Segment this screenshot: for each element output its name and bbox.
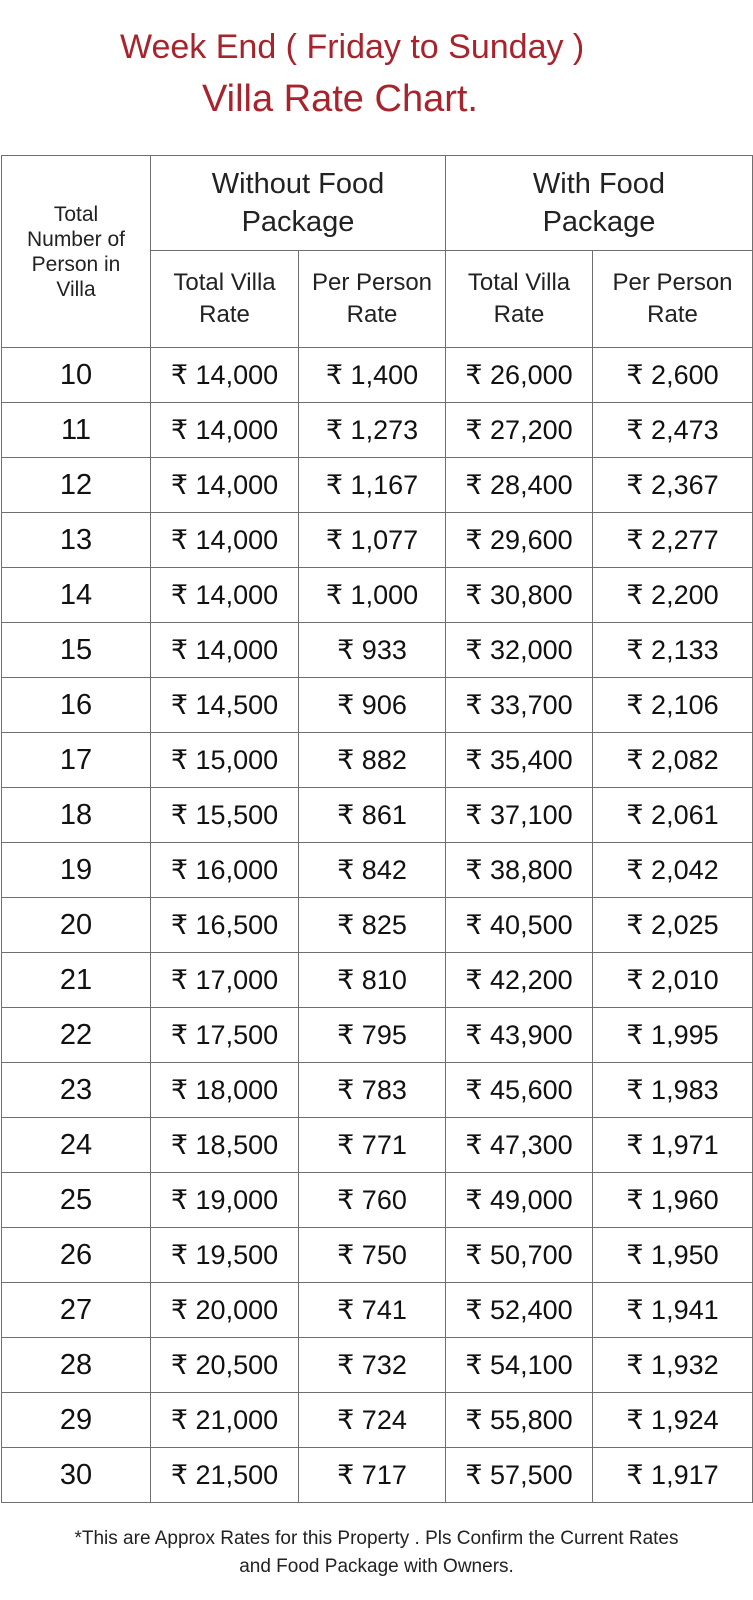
table-header-row [2, 156, 753, 251]
without-food-per-person-cell: ₹ 1,077 [299, 513, 446, 568]
with-food-per-person-cell: ₹ 1,960 [593, 1173, 753, 1228]
persons-cell: 24 [2, 1118, 151, 1173]
without-food-header [151, 156, 446, 251]
without-food-total-cell: ₹ 14,000 [151, 458, 299, 513]
without-food-total-cell: ₹ 21,000 [151, 1393, 299, 1448]
persons-cell: 30 [2, 1448, 151, 1503]
persons-cell: 17 [2, 733, 151, 788]
persons-cell: 22 [2, 1008, 151, 1063]
without-food-total-cell: ₹ 18,000 [151, 1063, 299, 1118]
persons-cell: 15 [2, 623, 151, 678]
with-food-per-person-cell: ₹ 2,042 [593, 843, 753, 898]
without-food-per-person-cell: ₹ 933 [299, 623, 446, 678]
with-food-per-person-cell: ₹ 2,277 [593, 513, 753, 568]
with-food-total-cell: ₹ 29,600 [446, 513, 593, 568]
table-row [2, 513, 753, 568]
with-food-per-person-cell: ₹ 2,061 [593, 788, 753, 843]
with-food-header [446, 156, 753, 251]
footnote [0, 1525, 753, 1581]
without-food-total-cell: ₹ 19,500 [151, 1228, 299, 1283]
with-food-total-cell: ₹ 27,200 [446, 403, 593, 458]
with-food-per-person-cell: ₹ 2,010 [593, 953, 753, 1008]
persons-cell: 12 [2, 458, 151, 513]
with-food-per-person-cell: ₹ 2,367 [593, 458, 753, 513]
with-food-per-person-cell: ₹ 2,473 [593, 403, 753, 458]
rate-table-body [2, 348, 753, 1503]
table-row [2, 348, 753, 403]
with-food-per-person-cell: ₹ 1,941 [593, 1283, 753, 1338]
persons-cell: 29 [2, 1393, 151, 1448]
without-food-per-person-cell: ₹ 1,167 [299, 458, 446, 513]
wo-per-label: Per Person Rate [311, 269, 433, 328]
persons-cell: 10 [2, 348, 151, 403]
table-row [2, 898, 753, 953]
without-food-per-person-cell: ₹ 842 [299, 843, 446, 898]
table-row [2, 403, 753, 458]
with-food-total-cell: ₹ 42,200 [446, 953, 593, 1008]
without-food-total-cell: ₹ 20,000 [151, 1283, 299, 1338]
table-row [2, 1063, 753, 1118]
persons-cell: 26 [2, 1228, 151, 1283]
table-row [2, 788, 753, 843]
with-food-total-cell: ₹ 45,600 [446, 1063, 593, 1118]
persons-cell: 11 [2, 403, 151, 458]
table-row [2, 623, 753, 678]
villa-rate-table [1, 155, 753, 1503]
without-food-per-person-cell: ₹ 724 [299, 1393, 446, 1448]
without-food-per-person-cell: ₹ 760 [299, 1173, 446, 1228]
with-food-total-cell: ₹ 52,400 [446, 1283, 593, 1338]
without-food-total-cell: ₹ 14,000 [151, 403, 299, 458]
without-food-total-cell: ₹ 20,500 [151, 1338, 299, 1393]
without-food-per-person-cell: ₹ 795 [299, 1008, 446, 1063]
with-food-total-cell: ₹ 43,900 [446, 1008, 593, 1063]
wo-per-person-rate-header [299, 251, 446, 348]
without-food-per-person-cell: ₹ 750 [299, 1228, 446, 1283]
with-food-per-person-cell: ₹ 1,983 [593, 1063, 753, 1118]
persons-cell: 25 [2, 1173, 151, 1228]
persons-cell: 16 [2, 678, 151, 733]
without-food-per-person-cell: ₹ 783 [299, 1063, 446, 1118]
with-food-total-cell: ₹ 40,500 [446, 898, 593, 953]
without-food-per-person-cell: ₹ 861 [299, 788, 446, 843]
with-food-total-cell: ₹ 57,500 [446, 1448, 593, 1503]
without-food-per-person-cell: ₹ 732 [299, 1338, 446, 1393]
without-food-total-cell: ₹ 14,000 [151, 513, 299, 568]
persons-cell: 18 [2, 788, 151, 843]
page-title: Week End ( Friday to Sunday ) [120, 28, 585, 66]
table-row [2, 1283, 753, 1338]
with-food-total-cell: ₹ 54,100 [446, 1338, 593, 1393]
with-food-per-person-cell: ₹ 2,106 [593, 678, 753, 733]
persons-cell: 14 [2, 568, 151, 623]
without-food-total-cell: ₹ 21,500 [151, 1448, 299, 1503]
with-food-total-cell: ₹ 47,300 [446, 1118, 593, 1173]
without-food-label: Without Food Package [211, 168, 385, 238]
persons-cell: 19 [2, 843, 151, 898]
with-food-total-cell: ₹ 30,800 [446, 568, 593, 623]
footnote-line-2: and Food Package with Owners. [239, 1556, 514, 1577]
without-food-per-person-cell: ₹ 1,000 [299, 568, 446, 623]
without-food-total-cell: ₹ 14,500 [151, 678, 299, 733]
wo-total-label: Total Villa Rate [173, 269, 276, 328]
with-food-per-person-cell: ₹ 1,995 [593, 1008, 753, 1063]
persons-header-label: Total Number of Person in Villa [26, 202, 126, 301]
with-food-total-cell: ₹ 33,700 [446, 678, 593, 733]
w-per-person-rate-header [593, 251, 753, 348]
table-row [2, 1228, 753, 1283]
persons-cell: 20 [2, 898, 151, 953]
without-food-per-person-cell: ₹ 882 [299, 733, 446, 788]
table-row [2, 1338, 753, 1393]
with-food-total-cell: ₹ 38,800 [446, 843, 593, 898]
without-food-per-person-cell: ₹ 771 [299, 1118, 446, 1173]
without-food-per-person-cell: ₹ 906 [299, 678, 446, 733]
table-row [2, 733, 753, 788]
with-food-per-person-cell: ₹ 1,971 [593, 1118, 753, 1173]
table-row [2, 1118, 753, 1173]
table-row [2, 953, 753, 1008]
with-food-total-cell: ₹ 37,100 [446, 788, 593, 843]
with-food-per-person-cell: ₹ 2,025 [593, 898, 753, 953]
without-food-total-cell: ₹ 16,000 [151, 843, 299, 898]
with-food-per-person-cell: ₹ 2,133 [593, 623, 753, 678]
title-block [0, 0, 753, 154]
without-food-total-cell: ₹ 15,500 [151, 788, 299, 843]
without-food-per-person-cell: ₹ 1,273 [299, 403, 446, 458]
without-food-per-person-cell: ₹ 825 [299, 898, 446, 953]
with-food-per-person-cell: ₹ 1,932 [593, 1338, 753, 1393]
with-food-total-cell: ₹ 26,000 [446, 348, 593, 403]
without-food-total-cell: ₹ 14,000 [151, 623, 299, 678]
without-food-total-cell: ₹ 14,000 [151, 568, 299, 623]
persons-column-header [2, 156, 151, 348]
without-food-per-person-cell: ₹ 717 [299, 1448, 446, 1503]
with-food-total-cell: ₹ 55,800 [446, 1393, 593, 1448]
without-food-total-cell: ₹ 17,000 [151, 953, 299, 1008]
without-food-per-person-cell: ₹ 1,400 [299, 348, 446, 403]
wo-total-villa-rate-header [151, 251, 299, 348]
with-food-per-person-cell: ₹ 1,924 [593, 1393, 753, 1448]
page-subtitle: Villa Rate Chart. [202, 78, 478, 120]
persons-cell: 27 [2, 1283, 151, 1338]
with-food-per-person-cell: ₹ 2,082 [593, 733, 753, 788]
without-food-total-cell: ₹ 16,500 [151, 898, 299, 953]
without-food-per-person-cell: ₹ 741 [299, 1283, 446, 1338]
without-food-per-person-cell: ₹ 810 [299, 953, 446, 1008]
with-food-per-person-cell: ₹ 1,917 [593, 1448, 753, 1503]
persons-cell: 21 [2, 953, 151, 1008]
table-row [2, 1393, 753, 1448]
with-food-total-cell: ₹ 28,400 [446, 458, 593, 513]
without-food-total-cell: ₹ 19,000 [151, 1173, 299, 1228]
with-food-per-person-cell: ₹ 2,600 [593, 348, 753, 403]
table-row [2, 843, 753, 898]
table-row [2, 1008, 753, 1063]
persons-cell: 28 [2, 1338, 151, 1393]
without-food-total-cell: ₹ 14,000 [151, 348, 299, 403]
persons-cell: 13 [2, 513, 151, 568]
w-total-label: Total Villa Rate [467, 269, 571, 328]
w-per-label: Per Person Rate [612, 269, 733, 328]
footnote-line-1: *This are Approx Rates for this Property . Pls Confirm the Current Rates [74, 1528, 679, 1549]
with-food-per-person-cell: ₹ 2,200 [593, 568, 753, 623]
table-row [2, 1448, 753, 1503]
with-food-total-cell: ₹ 50,700 [446, 1228, 593, 1283]
table-row [2, 1173, 753, 1228]
without-food-total-cell: ₹ 17,500 [151, 1008, 299, 1063]
with-food-total-cell: ₹ 32,000 [446, 623, 593, 678]
with-food-total-cell: ₹ 35,400 [446, 733, 593, 788]
without-food-total-cell: ₹ 18,500 [151, 1118, 299, 1173]
with-food-per-person-cell: ₹ 1,950 [593, 1228, 753, 1283]
without-food-total-cell: ₹ 15,000 [151, 733, 299, 788]
with-food-total-cell: ₹ 49,000 [446, 1173, 593, 1228]
table-row [2, 458, 753, 513]
with-food-label: With Food Package [532, 168, 666, 238]
table-row [2, 568, 753, 623]
w-total-villa-rate-header [446, 251, 593, 348]
persons-cell: 23 [2, 1063, 151, 1118]
table-row [2, 678, 753, 733]
